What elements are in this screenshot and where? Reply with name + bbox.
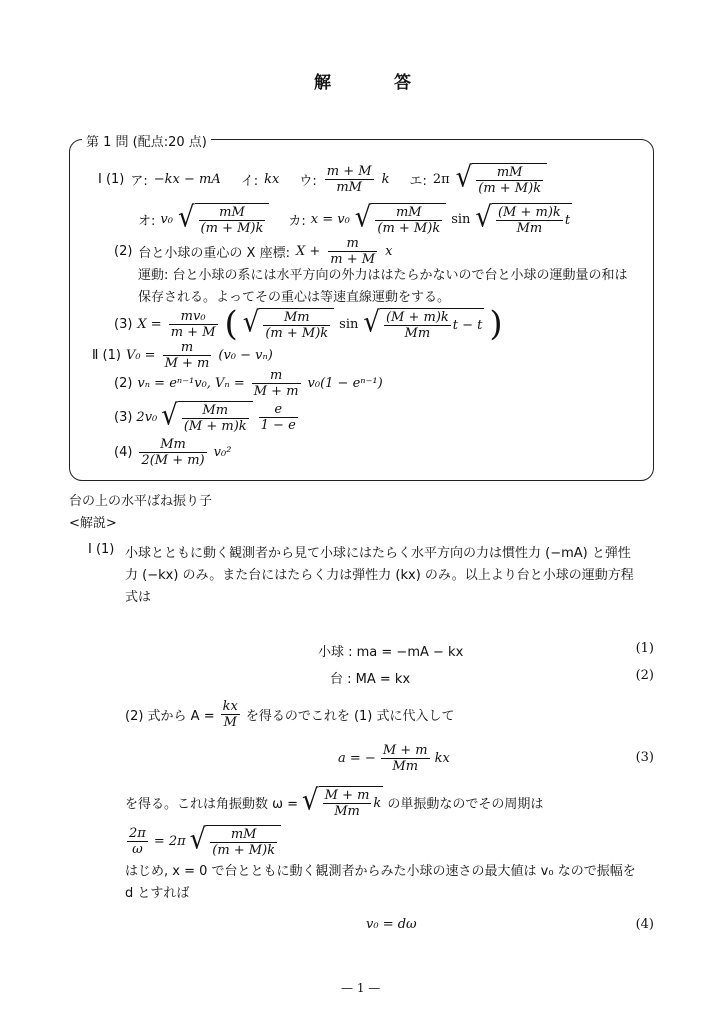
answer-ka-sqrt-1: √ $\frac{mM}{(m + M)k}$	[355, 203, 446, 236]
answer-i: kx	[264, 171, 280, 187]
part-label: Ⅰ (1)	[98, 171, 125, 187]
answer-i2-suffix: x	[385, 243, 393, 259]
blank-label-i: イ:	[240, 173, 259, 189]
blank-label-e: エ:	[409, 173, 427, 189]
answer-i3-sqrt-1: √ $\frac{Mm}{(m + M)k}$	[243, 308, 334, 341]
answer-o-prefix: v₀	[160, 211, 173, 227]
section-title: 台の上の水平ばね振り子	[69, 494, 213, 509]
answer-a: −kx − mA	[153, 171, 221, 187]
explanation-line: 式は	[125, 590, 152, 605]
answer-ii1-suffix: (v₀ − vₙ)	[218, 347, 273, 363]
explanation-omega-line: を得る。これは角振動数 ω = √ $\frac{M + m}{Mm}$ k の単振動なのでその周期は	[125, 783, 544, 819]
blank-label-o: オ:	[138, 213, 156, 229]
answer-i2-expr: X +	[295, 243, 321, 259]
blank-label-u: ウ:	[299, 173, 317, 189]
answer-i3-fraction: $\frac{\text{mv₀}}{m + M}$	[170, 308, 216, 340]
equation-number: (1)	[635, 641, 654, 656]
answer-i3-sin: sin	[339, 316, 359, 332]
explanation-line: 小球とともに動く観測者から見て小球にはたらく水平方向の力は慣性力 (−mA) と弾性	[125, 546, 631, 561]
answer-row-i2	[114, 236, 392, 266]
answer-row-i1-b	[138, 200, 572, 238]
answer-ii4-suffix: v₀²	[213, 444, 232, 460]
explanation-i2-fraction: $\frac{kx}{M}$	[222, 698, 238, 730]
part-label: (4)	[114, 444, 133, 460]
answer-i2-fraction: $\frac{m}{m + M}$	[330, 235, 376, 267]
part-label: (3)	[114, 409, 133, 425]
answer-u-suffix: k	[381, 171, 390, 187]
equation-4: v₀ = dω	[366, 917, 417, 932]
answer-ii3-fraction: $\frac{e}{1 - e}$	[260, 401, 296, 433]
close-paren: )	[489, 304, 503, 344]
explanation-line: 力 (−kx) のみ。また台にはたらく力は弾性力 (kx) のみ。以上より台と小球の運動方程	[125, 568, 634, 583]
answer-ii4-fraction: $\frac{Mm}{2(M + m)}$	[141, 436, 205, 468]
answer-ii3-sqrt: √ $\frac{Mm}{(M + m)k}$	[161, 401, 252, 434]
explanation-line: はじめ, x = 0 で台とともに動く観測者からみた小球の速さの最大値は v₀ なので振幅を	[125, 864, 636, 879]
answer-row-ii3	[114, 398, 300, 436]
explanation-line: d とすれば	[125, 886, 190, 901]
part-label: (2)	[114, 243, 133, 259]
answer-ii2-expr: vₙ = eⁿ⁻¹v₀, Vₙ =	[137, 375, 245, 391]
answer-i2-text: 台と小球の重心の X 座標:	[138, 245, 290, 261]
answer-ii3-prefix: 2v₀	[136, 409, 158, 425]
answer-row-ii2	[114, 366, 383, 400]
answer-ii1-expr: V₀ =	[125, 347, 156, 363]
equation-1: 小球 : ma = −mA − kx	[318, 645, 464, 660]
page-number: — 1 —	[341, 981, 381, 995]
equation-number: (2)	[635, 668, 654, 683]
answer-ka-sqrt-2: √ $\frac{(M + m)k}{Mm}$ t	[475, 200, 571, 236]
explanation-label: Ⅰ (1)	[88, 542, 115, 557]
equation-2: 台 : MA = kx	[330, 672, 411, 687]
answer-o-sqrt: √ $\frac{mM}{(m + M)k}$	[178, 203, 269, 236]
blank-label-ka: カ:	[288, 213, 306, 229]
answer-ii1-fraction: $\frac{m}{M + m}$	[164, 339, 210, 371]
answer-i2-line3: 保存される。よってその重心は等速直線運動をする。	[138, 290, 451, 305]
page-title-part-2: 答	[394, 73, 411, 93]
answer-i3-expr: X =	[137, 316, 162, 332]
answer-ka-sin: sin	[451, 211, 471, 227]
answer-ii2-fraction: $\frac{m}{M + m}$	[253, 367, 299, 399]
part-label: Ⅱ (1)	[92, 347, 121, 363]
answer-i2-line2: 運動: 台と小球の系には水平方向の外力ははたらかないので台と小球の運動量の和は	[138, 268, 628, 283]
answer-u-fraction: $\frac{m + M}{mM}$	[326, 163, 372, 195]
explanation-i2-line: (2) 式から A = $\frac{kx}{M}$ を得るのでこれを (1) 式に代入して	[125, 698, 455, 730]
answer-e-prefix: 2π	[432, 171, 450, 187]
blank-label-a: ア:	[130, 173, 148, 189]
equation-number: (4)	[635, 917, 654, 932]
equation-3: a = − $\frac{M + m}{Mm}$ kx	[338, 742, 450, 774]
part-label: (2)	[114, 375, 133, 391]
kaisetsu-heading: <解説>	[69, 516, 117, 531]
answer-ii2-suffix: v₀(1 − eⁿ⁻¹)	[307, 375, 383, 391]
answer-box-label: 第 1 問 (配点:20 点)	[82, 131, 211, 150]
part-label: (3)	[114, 316, 133, 332]
equation-number: (3)	[635, 750, 654, 765]
explanation-period-line: $\frac{2\pi}{\omega}$ = 2π √ $\frac{mM}{(m + M)k}$	[125, 822, 281, 860]
answer-e-sqrt: √ $\frac{mM}{(m + M)k}$	[456, 163, 547, 196]
page-title-part-1: 解	[314, 73, 331, 93]
answer-row-ii4	[114, 434, 231, 470]
answer-row-i1	[98, 160, 547, 198]
answer-i3-sqrt-2: √ $\frac{(M + m)k}{Mm}$ t − t	[363, 305, 483, 341]
answer-ka-prefix: x = v₀	[310, 211, 350, 227]
open-paren: (	[224, 304, 238, 344]
